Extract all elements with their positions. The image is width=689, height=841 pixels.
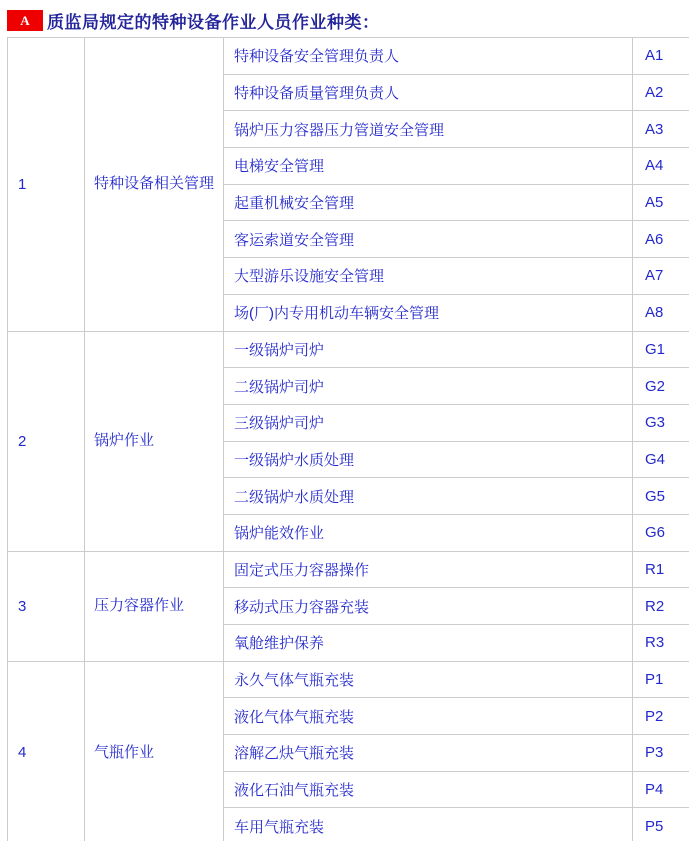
job-code: G3 xyxy=(633,404,689,441)
job-title: 客运索道安全管理 xyxy=(224,221,633,258)
table-row xyxy=(8,38,689,75)
job-code: A3 xyxy=(633,111,689,148)
job-code: R3 xyxy=(633,625,689,662)
group-number: 3 xyxy=(8,551,85,661)
job-code: P1 xyxy=(633,661,689,698)
job-title: 大型游乐设施安全管理 xyxy=(224,258,633,295)
categories-table xyxy=(7,37,689,841)
page-header xyxy=(0,0,689,32)
job-title: 特种设备安全管理负责人 xyxy=(224,38,633,75)
job-title: 起重机械安全管理 xyxy=(224,184,633,221)
job-code: G1 xyxy=(633,331,689,368)
job-code: P2 xyxy=(633,698,689,735)
job-title: 一级锅炉水质处理 xyxy=(224,441,633,478)
job-code: A7 xyxy=(633,258,689,295)
job-title: 二级锅炉水质处理 xyxy=(224,478,633,515)
job-code: G5 xyxy=(633,478,689,515)
job-code: R2 xyxy=(633,588,689,625)
job-code: G6 xyxy=(633,514,689,551)
job-code: P5 xyxy=(633,808,689,841)
job-title: 永久气体气瓶充装 xyxy=(224,661,633,698)
group-number: 2 xyxy=(8,331,85,551)
job-title: 二级锅炉司炉 xyxy=(224,368,633,405)
group-category: 锅炉作业 xyxy=(85,331,224,551)
job-code: P3 xyxy=(633,735,689,772)
job-title: 车用气瓶充装 xyxy=(224,808,633,841)
job-title: 锅炉能效作业 xyxy=(224,514,633,551)
job-title: 锅炉压力容器压力管道安全管理 xyxy=(224,111,633,148)
job-title: 电梯安全管理 xyxy=(224,148,633,185)
page-title: 质监局规定的特种设备作业人员作业种类： xyxy=(47,12,380,32)
job-code: A8 xyxy=(633,294,689,331)
group-category: 压力容器作业 xyxy=(85,551,224,661)
job-title: 固定式压力容器操作 xyxy=(224,551,633,588)
job-code: P4 xyxy=(633,771,689,808)
group-category: 气瓶作业 xyxy=(85,661,224,841)
job-title: 移动式压力容器充装 xyxy=(224,588,633,625)
section-badge: A xyxy=(7,10,43,31)
group-number: 1 xyxy=(8,38,85,332)
job-title: 氧舱维护保养 xyxy=(224,625,633,662)
job-title: 液化气体气瓶充装 xyxy=(224,698,633,735)
table-row xyxy=(8,551,689,588)
job-title: 三级锅炉司炉 xyxy=(224,404,633,441)
job-code: G2 xyxy=(633,368,689,405)
job-code: A6 xyxy=(633,221,689,258)
group-category: 特种设备相关管理 xyxy=(85,38,224,332)
job-code: G4 xyxy=(633,441,689,478)
job-title: 特种设备质量管理负责人 xyxy=(224,74,633,111)
table-row xyxy=(8,661,689,698)
job-title: 一级锅炉司炉 xyxy=(224,331,633,368)
group-number: 4 xyxy=(8,661,85,841)
job-code: A2 xyxy=(633,74,689,111)
job-title: 场(厂)内专用机动车辆安全管理 xyxy=(224,294,633,331)
job-code: A1 xyxy=(633,38,689,75)
job-code: A4 xyxy=(633,148,689,185)
job-title: 溶解乙炔气瓶充装 xyxy=(224,735,633,772)
job-code: A5 xyxy=(633,184,689,221)
job-title: 液化石油气瓶充装 xyxy=(224,771,633,808)
job-code: R1 xyxy=(633,551,689,588)
table-row xyxy=(8,331,689,368)
